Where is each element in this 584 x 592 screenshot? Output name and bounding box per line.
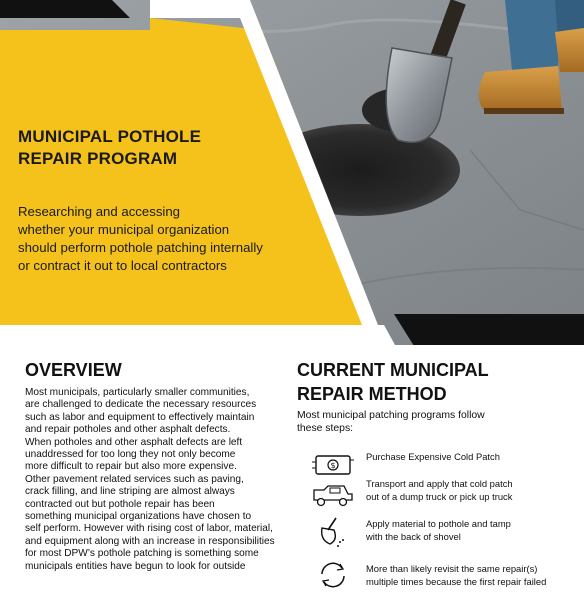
overview-line: more difficult to repair but also more expensive. xyxy=(25,461,237,473)
shovel-icon xyxy=(310,516,356,550)
method-intro-line: these steps: xyxy=(297,423,354,434)
hero-description-line: Researching and accessing xyxy=(18,204,181,219)
hero-title-line: MUNICIPAL POTHOLE xyxy=(18,127,202,146)
hero-description xyxy=(18,203,318,275)
step-text-line: Transport and apply that cold patch xyxy=(366,478,513,489)
overview-line: crack filling, and line striping are almost always xyxy=(25,486,235,498)
method-intro xyxy=(297,409,567,435)
overview-body xyxy=(25,387,295,573)
dump-truck-icon xyxy=(310,478,356,512)
hero-description-line: whether your municipal organization xyxy=(18,222,230,237)
method-heading-line: REPAIR METHOD xyxy=(297,384,447,404)
overview-line: Most municipals, particularly smaller communities, xyxy=(25,387,250,398)
overview-line: and repair potholes and other asphalt defects. xyxy=(25,424,231,436)
overview-line: contracted out but pothole repair has been xyxy=(25,498,215,510)
overview-line: self perform. However with rising cost of labor, material, xyxy=(25,523,273,535)
step-text-line: Purchase Expensive Cold Patch xyxy=(366,451,500,462)
step-text xyxy=(366,518,581,543)
step-text-line: More than likely revisit the same repair(s) xyxy=(366,563,538,574)
overview-line: such as labor and equipment to effectively maintain xyxy=(25,411,255,423)
step-text-line: with the back of shovel xyxy=(366,530,461,542)
overview-line: for most DPW’s pothole patching is something some xyxy=(25,548,259,560)
hero-title-line: REPAIR PROGRAM xyxy=(18,149,178,168)
repeat-cycle-icon xyxy=(310,558,356,592)
overview-heading-text: OVERVIEW xyxy=(25,360,122,380)
overview-line: municipals entities have begun to look for outside xyxy=(25,560,246,572)
hero-description-line: should perform pothole patching internally xyxy=(18,240,263,255)
overview-line: unaddressed for too long they not only become xyxy=(25,449,236,461)
method-heading-line: CURRENT MUNICIPAL xyxy=(297,360,489,380)
money-icon xyxy=(310,448,356,482)
hero-description-line: or contract it out to local contractors xyxy=(18,258,227,273)
step-text xyxy=(366,451,581,464)
overview-line: and equipment along with an increase in responsibilities xyxy=(25,535,275,547)
black-accent-top xyxy=(0,0,130,18)
method-intro-line: Most municipal patching programs follow xyxy=(297,410,485,421)
step-text-line: multiple times because the first repair failed xyxy=(366,575,547,587)
overview-line: When potholes and other asphalt defects are left xyxy=(25,436,243,448)
step-text-line: Apply material to pothole and tamp xyxy=(366,518,511,529)
method-heading xyxy=(297,358,489,406)
overview-line: are challenged to dedicate the necessary resources xyxy=(25,399,257,411)
step-text-line: out of a dump truck or pick up truck xyxy=(366,490,513,502)
hero-title xyxy=(18,126,308,170)
step-text xyxy=(366,563,581,588)
black-accent-bottom xyxy=(394,314,584,345)
overview-heading xyxy=(25,358,122,382)
overview-line: Other pavement related services such as paving, xyxy=(25,473,244,485)
overview-line: something municipal organizations have chosen to xyxy=(25,511,252,523)
step-text xyxy=(366,478,581,503)
svg-text:$: $ xyxy=(330,461,336,470)
